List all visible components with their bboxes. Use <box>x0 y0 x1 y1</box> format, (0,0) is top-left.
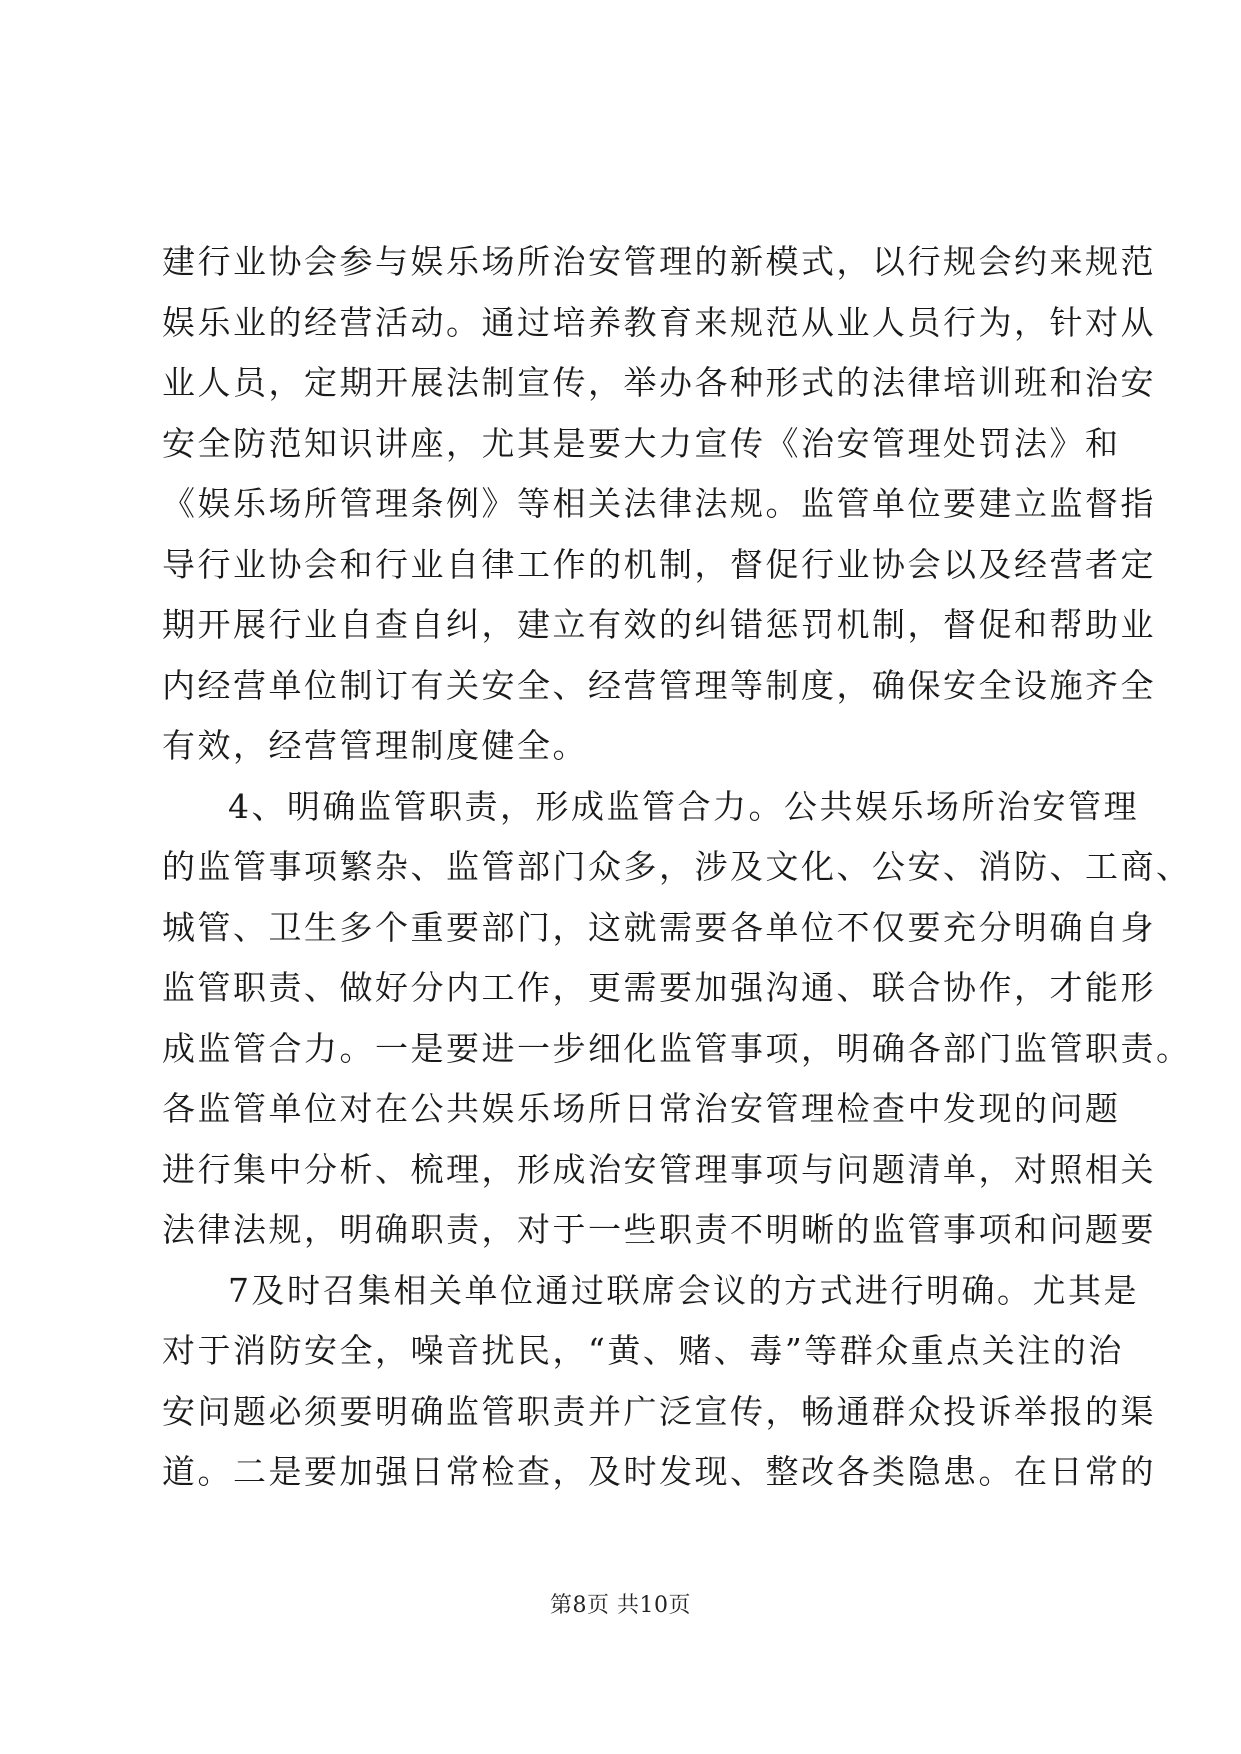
text-line: 进行集中分析、梳理，形成治安管理事项与问题清单，对照相关 <box>162 1149 1156 1189</box>
text-line: 监管职责、做好分内工作，更需要加强沟通、联合协作，才能形 <box>162 968 1156 1007</box>
text-line: 的监管事项繁杂、监管部门众多，涉及文化、公安、消防、工商、 <box>162 847 1192 886</box>
text-line: 导行业协会和行业自律工作的机制，督促行业协会以及经营者定 <box>162 544 1156 584</box>
text-line: 内经营单位制订有关安全、经营管理等制度，确保安全设施齐全 <box>162 665 1156 705</box>
text-line: 道。二是要加强日常检查，及时发现、整改各类隐患。在日常的 <box>162 1452 1156 1491</box>
text-line-indented: 4、明确监管职责，形成监管合力。公共娱乐场所治安管理 <box>228 786 1139 826</box>
text-line: 有效，经营管理制度健全。 <box>162 726 588 765</box>
text-line: 成监管合力。一是要进一步细化监管事项，明确各部门监管职责。 <box>162 1028 1192 1068</box>
page-footer: 第8页 共10页 <box>550 1593 691 1618</box>
text-line: 各监管单位对在公共娱乐场所日常治安管理检查中发现的问题 <box>162 1089 1121 1128</box>
text-line: 城管、卫生多个重要部门，这就需要各单位不仅要充分明确自身 <box>162 907 1156 947</box>
body-text <box>162 232 1192 1503</box>
text-line-indented: 7及时召集相关单位通过联席会议的方式进行明确。尤其是 <box>228 1270 1139 1310</box>
text-line: 建行业协会参与娱乐场所治安管理的新模式，以行规会约来规范 <box>162 242 1156 281</box>
text-line: 《娱乐场所管理条例》等相关法律法规。监管单位要建立监督指 <box>162 484 1156 523</box>
text-line: 期开展行业自查自纠，建立有效的纠错惩罚机制，督促和帮助业 <box>162 605 1156 644</box>
text-line: 安问题必须要明确监管职责并广泛宣传，畅通群众投诉举报的渠 <box>162 1391 1156 1431</box>
text-line: 对于消防安全，噪音扰民，“黄、赌、毒”等群众重点关注的治 <box>162 1331 1124 1370</box>
text-line: 娱乐业的经营活动。通过培养教育来规范从业人员行为，针对从 <box>162 302 1156 342</box>
text-line: 法律法规，明确职责，对于一些职责不明晰的监管事项和问题要 <box>162 1210 1156 1249</box>
text-line: 业人员，定期开展法制宣传，举办各种形式的法律培训班和治安 <box>162 363 1156 402</box>
text-line: 安全防范知识讲座，尤其是要大力宣传《治安管理处罚法》和 <box>162 423 1121 463</box>
